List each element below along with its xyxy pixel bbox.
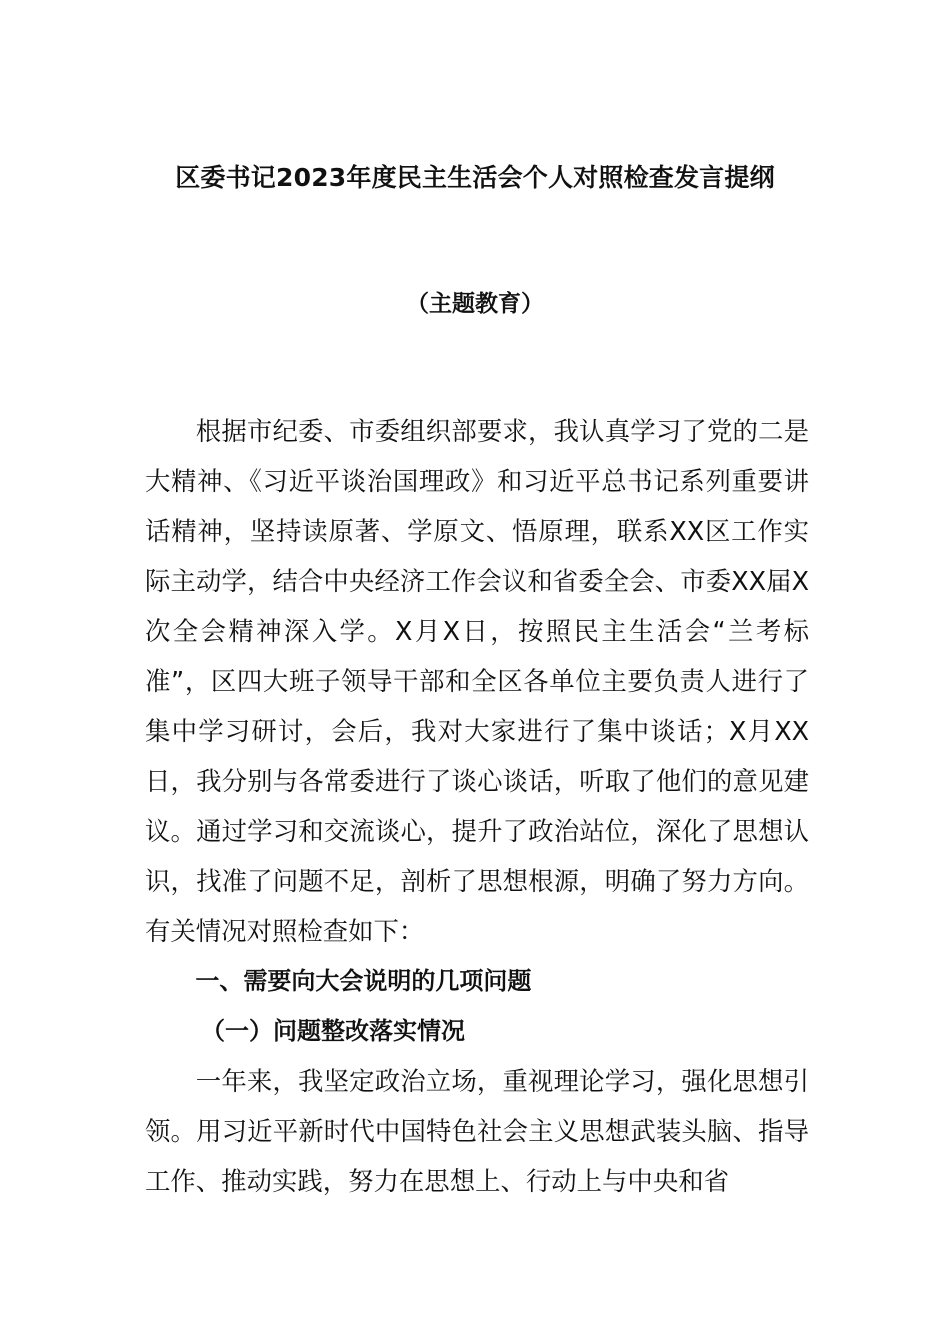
document-body <box>145 406 809 1206</box>
intro-paragraph: 根据市纪委、市委组织部要求，我认真学习了党的二是大精神、《习近平谈治国理政》和习近平总书记系列重要讲话精神，坚持读原著、学原文、悟原理，联系XX区工作实际主动学，结合中央经济工作会议和省委全会、市委XX届X次全会精神深入学。X月X日，按照民主生活会“兰考标准”，区四大班子领导干部和全区各单位主要负责人进行了集中学习研讨，会后，我对大家进行了集中谈话；X月XX日，我分别与各常委进行了谈心谈话，听取了他们的意见建议。通过学习和交流谈心，提升了政治站位，深化了思想认识，找准了问题不足，剖析了思想根源，明确了努力方向。有关情况对照检查如下： <box>145 416 809 946</box>
subsection-paragraph: 一年来，我坚定政治立场，重视理论学习，强化思想引领。用习近平新时代中国特色社会主义思想武装头脑、指导工作、推动实践，努力在思想上、行动上与中央和省 <box>145 1066 809 1196</box>
section-heading: 一、需要向大会说明的几项问题 <box>195 967 532 995</box>
subsection-heading: （一）问题整改落实情况 <box>201 1017 465 1045</box>
document-subtitle: （主题教育） <box>406 291 544 317</box>
document-title: 区委书记2023年度民主生活会个人对照检查发言提纲 <box>175 163 775 192</box>
